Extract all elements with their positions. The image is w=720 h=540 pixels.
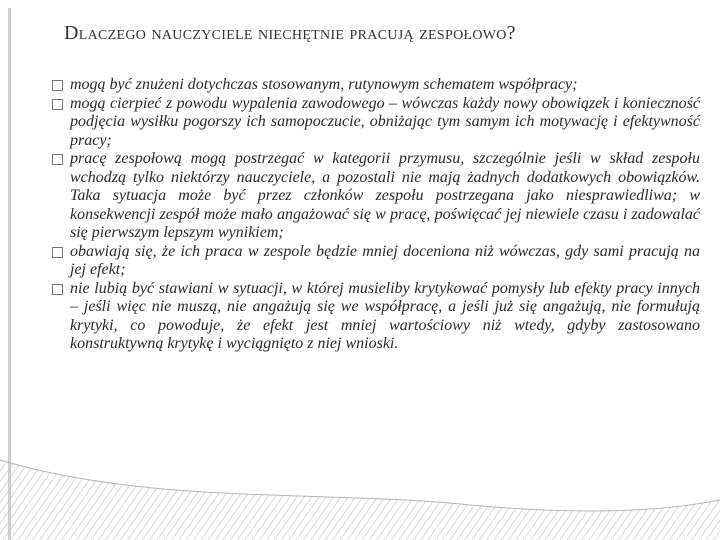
left-accent-bar xyxy=(8,8,11,540)
bullet-item xyxy=(48,280,700,354)
slide-title: Dlaczego nauczyciele niechętnie pracują zespołowo? xyxy=(64,22,516,44)
bottom-wave-pattern xyxy=(0,460,720,540)
bullet-item xyxy=(48,95,700,151)
checkbox-bullet-icon xyxy=(52,247,63,258)
checkbox-bullet-icon xyxy=(52,284,63,295)
checkbox-bullet-icon xyxy=(52,154,63,165)
bullet-text: mogą cierpieć z powodu wypalenia zawodowego – wówczas każdy nowy obowiązek i konieczność podjęcia wysiłku pogorszy ich samopoczucie, obniżając tym samym ich motywację i efektywność pracy; xyxy=(70,94,700,149)
bullet-item xyxy=(48,243,700,280)
bullet-item xyxy=(48,76,700,95)
checkbox-bullet-icon xyxy=(52,99,63,110)
bullet-text: mogą być znużeni dotychczas stosowanym, rutynowym schematem współpracy; xyxy=(70,76,578,93)
bullet-text: pracę zespołową mogą postrzegać w kategorii przymusu, szczególnie jeśli w skład zespołu wchodzą tylko niektórzy nauczyciele, a pozostali nie mają żadnych dodatkowych obowiązków. Taka sytuacja może być przez członków zespołu postrzegana jako niesprawiedliwa; w konsekwencji zespół może mało angażować się w pracę, poświęcać jej niewiele czasu i zadowalać się pierwszym lepszym wynikiem; xyxy=(70,150,700,241)
checkbox-bullet-icon xyxy=(52,80,63,91)
bullet-text: nie lubią być stawiani w sytuacji, w której musieliby krytykować pomysły lub efekty pracy innych – jeśli więc nie muszą, nie angażują się we współpracę, a jeśli już się angażują, nie formułują krytyki, co powoduje, że efekt jest mniej wartościowy niż wtedy, gdyby zastosowano konstruktywną krytykę i wyciągnięto z niej wnioski. xyxy=(70,279,700,352)
bullet-list xyxy=(48,76,700,354)
bullet-text: obawiają się, że ich praca w zespole będzie mniej doceniona niż wówczas, gdy sami pracują na jej efekt; xyxy=(70,242,700,278)
bullet-item xyxy=(48,150,700,243)
